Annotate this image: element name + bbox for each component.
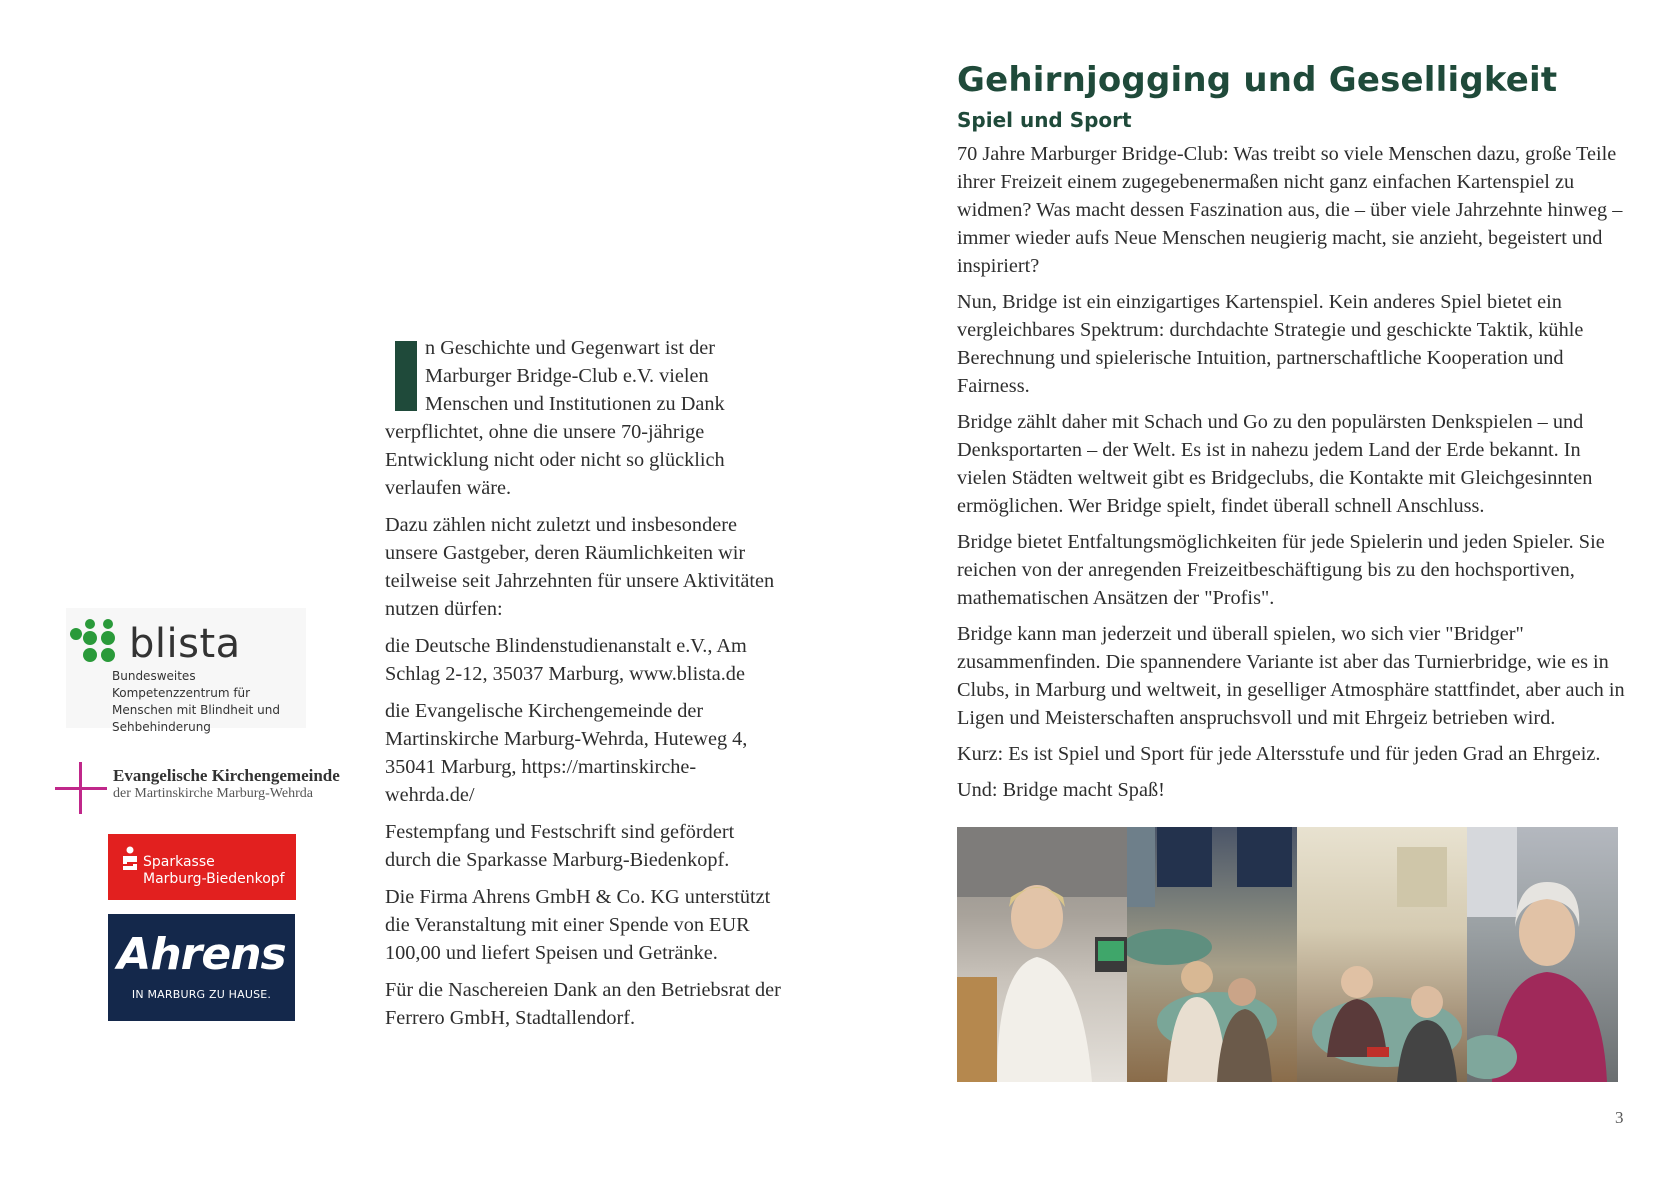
thanks-intro-text: n Geschichte und Gegenwart ist der Marburger Bridge-Club e.V. vielen Menschen und Institutionen zu Dank verpflichtet, ohne die unsere 70-jährige Entwicklung nicht oder nicht so glücklich verlaufen wäre. — [385, 337, 725, 499]
article-paragraph: 70 Jahre Marburger Bridge-Club: Was treibt so viele Menschen dazu, große Teile ihrer Freizeit einem zugegebenermaßen nicht ganz einfachen Kartenspiel zu widmen? Was macht dessen Faszination aus, die – über viele Jahrzehnte hinweg – immer wieder aufs Neue Menschen neugierig macht, sie anzieht, begeistert und inspiriert? — [957, 143, 1623, 277]
thanks-column — [385, 334, 785, 1041]
sparkasse-name — [143, 854, 285, 888]
article-paragraph: Nun, Bridge ist ein einzigartiges Kartenspiel. Kein anderes Spiel bietet ein vergleichbares Spektrum: durchdachte Strategie und geschickte Taktik, kühle Berechnung und spielerische Intuition, partnerschaftliche Kooperation und Fairness. — [957, 291, 1584, 397]
article-paragraph: Bridge zählt daher mit Schach und Go zu den populärsten Denkspielen – und Denksportarten – der Welt. Es ist in nahezu jedem Land der Erde bekannt. In vielen Städten weltweit gibt es Bridgeclubs, die Kontakte mit Gleichgesinnten ermöglichen. Wer Bridge spielt, findet überall schnell Anschluss. — [957, 411, 1593, 517]
article-paragraph: Und: Bridge macht Spaß! — [957, 779, 1165, 801]
thanks-paragraph: Für die Naschereien Dank an den Betriebsrat der Ferrero GmbH, Stadtallendorf. — [385, 979, 781, 1029]
photo-player-laughing — [957, 827, 1127, 1082]
article-title: Gehirnjogging und Geselligkeit — [957, 60, 1558, 100]
ahrens-tagline: IN MARBURG ZU HAUSE. — [131, 988, 272, 1001]
sparkasse-s-icon — [120, 846, 140, 872]
article-column — [957, 58, 1627, 812]
thanks-paragraph: die Evangelische Kirchengemeinde der Martinskirche Marburg-Wehrda, Huteweg 4, 35041 Marburg, https://martinskirche-wehrda.de/ — [385, 700, 748, 806]
ahrens-wordmark: Ahrens — [117, 929, 286, 980]
thanks-intro — [385, 334, 785, 502]
ahrens-logo — [108, 914, 295, 1021]
photo-smiling-player — [1467, 827, 1618, 1082]
blista-tagline: Bundesweites Kompetenzzentrum für Menschen mit Blindheit und Sehbehinderung — [112, 669, 280, 734]
drop-cap-i — [395, 341, 417, 411]
kirche-name: Evangelische Kirchengemeinde — [113, 766, 340, 785]
page-number: 3 — [1615, 1108, 1624, 1127]
photo-playing-room — [1127, 827, 1297, 1082]
article-subtitle: Spiel und Sport — [957, 108, 1132, 132]
sparkasse-line-1: Sparkasse — [143, 854, 215, 870]
blista-dots-icon — [68, 618, 124, 664]
bridge-photo-collage — [957, 827, 1618, 1082]
sparkasse-logo — [108, 834, 296, 900]
thanks-paragraph: die Deutsche Blindenstudienanstalt e.V., Am Schlag 2-12, 35037 Marburg, www.blista.de — [385, 635, 747, 685]
thanks-paragraph: Dazu zählen nicht zuletzt und insbesondere unsere Gastgeber, deren Räumlichkeiten wir teilweise seit Jahrzehnten für unsere Aktivitäten nutzen dürfen: — [385, 514, 775, 620]
thanks-paragraph: Die Firma Ahrens GmbH & Co. KG unterstützt die Veranstaltung mit einer Spende von EUR 100,00 und liefert Speisen und Getränke. — [385, 886, 771, 964]
cross-icon — [55, 760, 109, 816]
sparkasse-line-2: Marburg-Biedenkopf — [143, 871, 285, 887]
blista-logo — [66, 608, 306, 734]
article-paragraph: Bridge kann man jederzeit und überall spielen, wo sich vier "Bridger" zusammenfinden. Die spannendere Variante ist aber das Turnierbridge, wie es in Clubs, in Marburg und weltweit, in geselliger Atmosphäre stattfindet, aber auch in Ligen und Meisterschaften anspruchsvoll und mit Ehrgeiz betrieben wird. — [957, 623, 1625, 729]
article-paragraph: Kurz: Es ist Spiel und Sport für jede Altersstufe und für jeden Grad an Ehrgeiz. — [957, 743, 1601, 765]
photo-card-table — [1297, 827, 1467, 1082]
kirche-logo — [55, 760, 360, 816]
thanks-paragraph: Festempfang und Festschrift sind gefördert durch die Sparkasse Marburg-Biedenkopf. — [385, 821, 735, 871]
kirche-subname: der Martinskirche Marburg-Wehrda — [113, 786, 313, 801]
article-paragraph: Bridge bietet Entfaltungsmöglichkeiten für jede Spielerin und jeden Spieler. Sie reichen von der anregenden Freizeitbeschäftigung bis zu den hochsportiven, mathematischen Ansätzen der "Profis". — [957, 531, 1605, 609]
blista-wordmark: blista — [129, 621, 241, 667]
